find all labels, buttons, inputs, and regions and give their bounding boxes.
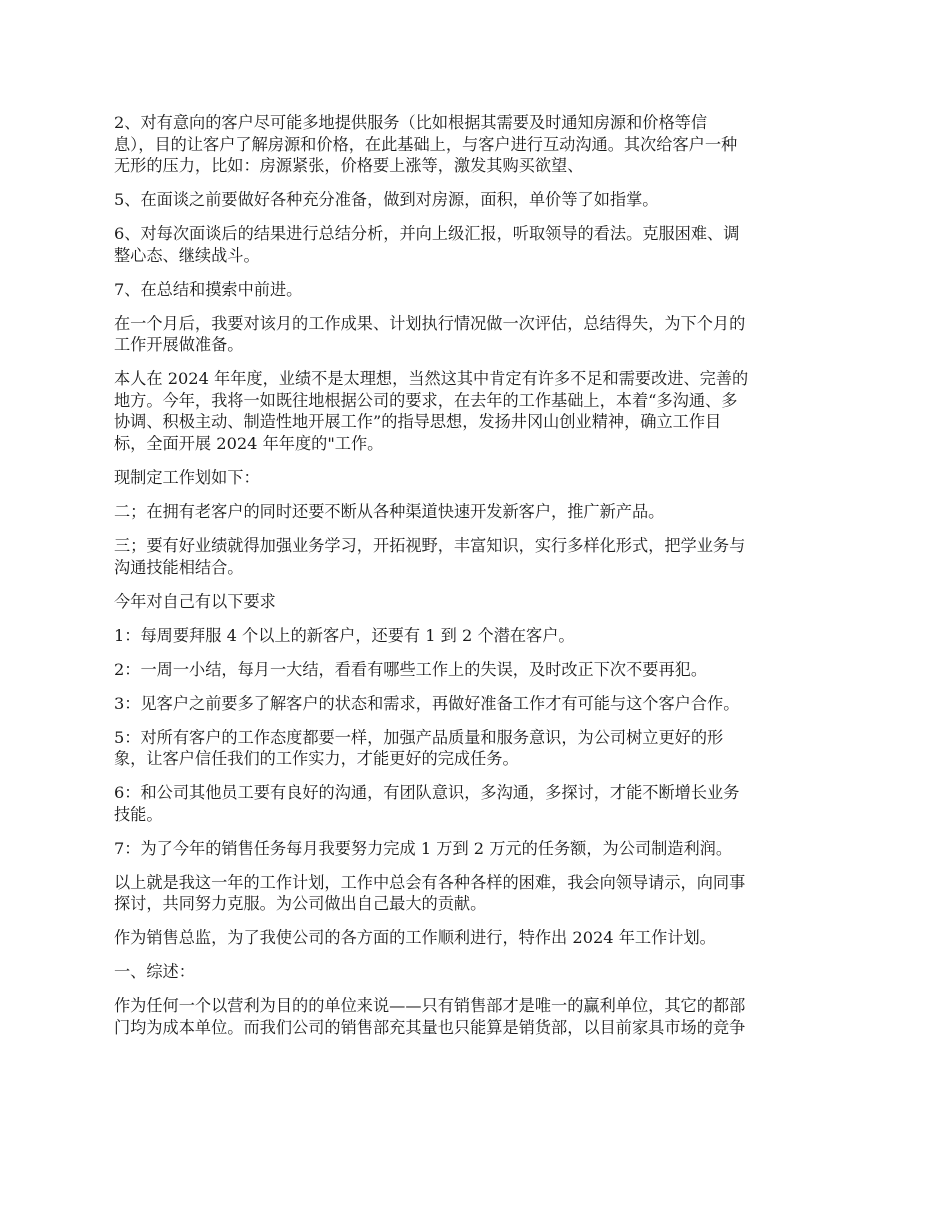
paragraph: 5：对所有客户的工作态度都要一样，加强产品质量和服务意识，为公司树立更好的形 象，让客户信任我们的工作实力，才能更好的完成任务。 (114, 727, 724, 769)
paragraph: 以上就是我这一年的工作计划，工作中总会有各种各样的困难，我会向领导请示，向同事 探讨，共同努力克服。为公司做出自己最大的贡献。 (114, 872, 746, 914)
paragraph: 二；在拥有老客户的同时还要不断从各种渠道快速开发新客户，推广新产品。 (114, 502, 665, 522)
paragraph: 2：一周一小结，每月一大结，看看有哪些工作上的失误，及时改正下次不要再犯。 (114, 659, 708, 679)
paragraph: 3：见客户之前要多了解客户的状态和需求，再做好准备工作才有可能与这个客户合作。 (114, 693, 740, 713)
paragraph: 7：为了今年的销售任务每月我要努力完成 1 万到 2 万元的任务额，为公司制造利润。 (114, 838, 733, 858)
paragraph: 在一个月后，我要对该月的工作成果、计划执行情况做一次评估，总结得失，为下个月的 工作开展做准备。 (114, 313, 746, 355)
paragraph: 1：每周要拜服 4 个以上的新客户，还要有 1 到 2 个潜在客户。 (114, 625, 575, 645)
paragraph: 作为销售总监，为了我使公司的各方面的工作顺利进行，特作出 2024 年工作计划。 (114, 928, 716, 948)
paragraph: 6、对每次面谈后的结果进行总结分析，并向上级汇报，听取领导的看法。克服困难、调 整心态、继续战斗。 (114, 224, 740, 265)
paragraph: 7、在总结和摸索中前进。 (114, 279, 303, 299)
paragraph: 6：和公司其他员工要有良好的沟通，有团队意识，多沟通，多探讨，才能不断增长业务 技能。 (114, 783, 740, 824)
paragraph: 2、对有意向的客户尽可能多地提供服务（比如根据其需要及时通知房源和价格等信 息），目的让客户了解房源和价格，在此基础上，与客户进行互动沟通。其次给客户一种 无形的压力，比如：房源紧张，价格要上涨等，激发其购买欲望、 (114, 113, 738, 176)
paragraph: 三；要有好业绩就得加强业务学习，开拓视野，丰富知识，实行多样化形式，把学业务与 沟通技能相结合。 (114, 536, 746, 577)
paragraph: 作为任何一个以营利为目的的单位来说——只有销售部才是唯一的赢利单位，其它的都部 门均为成本单位。而我们公司的销售部充其量也只能算是销货部，以目前家具市场的竞争 (114, 996, 746, 1037)
document-body (114, 112, 842, 1051)
paragraph: 一、综述： (114, 962, 195, 982)
paragraph: 今年对自己有以下要求 (114, 591, 276, 611)
paragraph: 5、在面谈之前要做好各种充分准备，做到对房源，面积，单价等了如指掌。 (114, 190, 659, 210)
paragraph: 现制定工作划如下： (114, 468, 260, 488)
paragraph: 本人在 2024 年年度，业绩不是太理想，当然这其中肯定有许多不足和需要改进、完善的 地方。今年，我将一如既往地根据公司的要求，在去年的工作基础上，本着“多沟通、多 协调、积极主动、制造性地开展工作”的指导思想，发扬井冈山创业精神，确立工作目 标，全面开展 2024 年年度的"工作。 (114, 369, 749, 454)
